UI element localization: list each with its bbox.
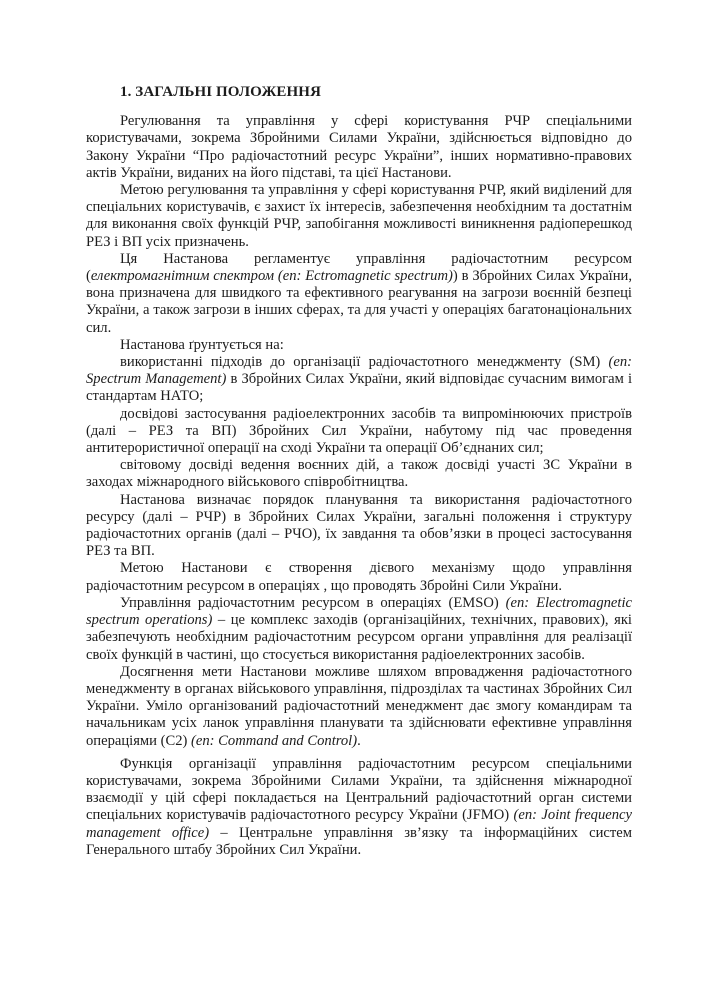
- paragraph-text: Ця Настанова регламентує управління радіочастотним ресурсом (: [86, 250, 632, 285]
- paragraph: [86, 113, 632, 182]
- paragraph-text: Настанова ґрунтується на:: [120, 336, 284, 353]
- paragraph-text: світовому досвіді ведення воєнних дій, а також досвіді участі ЗС України в заходах міжнародного військового співробітництва.: [86, 457, 632, 491]
- paragraph-list: [86, 113, 632, 859]
- paragraph: [86, 560, 632, 594]
- paragraph: [86, 406, 632, 458]
- italic-term: (en: Spectrum Management): [86, 354, 632, 388]
- paragraph: [86, 457, 632, 491]
- paragraph: [86, 354, 632, 406]
- italic-term: (en: Command and Control): [191, 732, 358, 749]
- paragraph-text: Метою регулювання та управління у сфері користування РЧР, який виділений для спеціальних користувачів, є захист їх інтересів, забезпечення необхідним та достатнім для виконання своїх функцій РЧР, запобігання можливості виникнення радіоперешкод РЕЗ і ВП усіх призначень.: [86, 182, 632, 250]
- paragraph: [86, 251, 632, 337]
- paragraph: [86, 595, 632, 664]
- paragraph: [86, 492, 632, 561]
- paragraph-text: ) в Збройних Силах України, вона призначена для швидкого та ефективного реагування на загрози воєнній безпеці України, а також загрози в інших сферах, та для участі у операціях багатонаціональних сил.: [86, 268, 632, 336]
- italic-term: електромагнітним спектром (en: Ectromagnetic spectrum): [90, 268, 453, 285]
- paragraph-text: Настанова визначає порядок планування та використання радіочастотного ресурсу (далі – РЧР) в Збройних Силах України, загальні положення і структуру радіочастотних органів (далі – РЧО), їх завдання та обов’язки в процесі застосування РЕЗ та ВП.: [86, 491, 632, 560]
- italic-term: (en: Electromagnetic spectrum operations): [86, 594, 632, 629]
- paragraph-text: – це комплекс заходів (організаційних, технічних, правових), які забезпечують необхідним радіочастотним ресурсом органи управління для реалізації своїх функцій в частині, що стосується використання радіоелектронних засобів.: [86, 612, 632, 663]
- paragraph: [86, 182, 632, 251]
- italic-term: (en: Joint frequency management office): [86, 807, 632, 841]
- paragraph-text: Метою Настанови є створення дієвого механізму щодо управління радіочастотним ресурсом в операціях , що проводять Збройні Сили України.: [86, 560, 632, 594]
- paragraph-text: досвідові застосування радіоелектронних засобів та випромінюючих пристроїв (далі – РЕЗ та ВП) Збройних Сил України, набутому під час проведення антитерористичної операції на сході України та операції Об’єднаних сил;: [86, 405, 632, 457]
- paragraph: [86, 756, 632, 859]
- paragraph-text: Досягнення мети Настанови можливе шляхом впровадження радіочастотного менеджменту в органах військового управління, підрозділах та частинах Збройних Сил України. Уміло організований радіочастотний менеджмент дає змогу командирам та начальникам усіх ланок управління планувати та здійснювати ефективне управління операціями (C2): [86, 663, 632, 749]
- document-body: [86, 84, 632, 859]
- paragraph-text: Регулювання та управління у сфері користування РЧР спеціальними користувачами, зокрема Збройними Силами України, здійснюється відповідно до Закону України “Про радіочастотний ресурс України”, інших нормативно-правових актів України, виданих на його підставі, та цієї Настанови.: [86, 113, 632, 181]
- section-heading: 1. ЗАГАЛЬНІ ПОЛОЖЕННЯ: [120, 84, 322, 100]
- paragraph-text: використанні підходів до організації радіочастотного менеджменту (SM): [120, 354, 609, 371]
- paragraph: [86, 664, 632, 750]
- paragraph: [86, 337, 632, 354]
- paragraph-text: Функція організації управління радіочастотним ресурсом спеціальними користувачами, зокрема Збройними Силами України, та здійснення міжнародної взаємодії у цій сфері покладається на Центральний радіочастотний орган системи спеціальних користувачів радіочастотного ресурсу України (JFMO): [86, 755, 632, 824]
- paragraph-text: в Збройних Силах України, який відповідає сучасним вимогам і стандартам НАТО;: [86, 371, 632, 405]
- paragraph-text: .: [357, 732, 361, 749]
- paragraph-text: Управління радіочастотним ресурсом в операціях (EMSO): [120, 594, 506, 611]
- paragraph-text: – Центральне управління зв’язку та інформаційних систем Генерального штабу Збройних Сил України.: [86, 824, 632, 858]
